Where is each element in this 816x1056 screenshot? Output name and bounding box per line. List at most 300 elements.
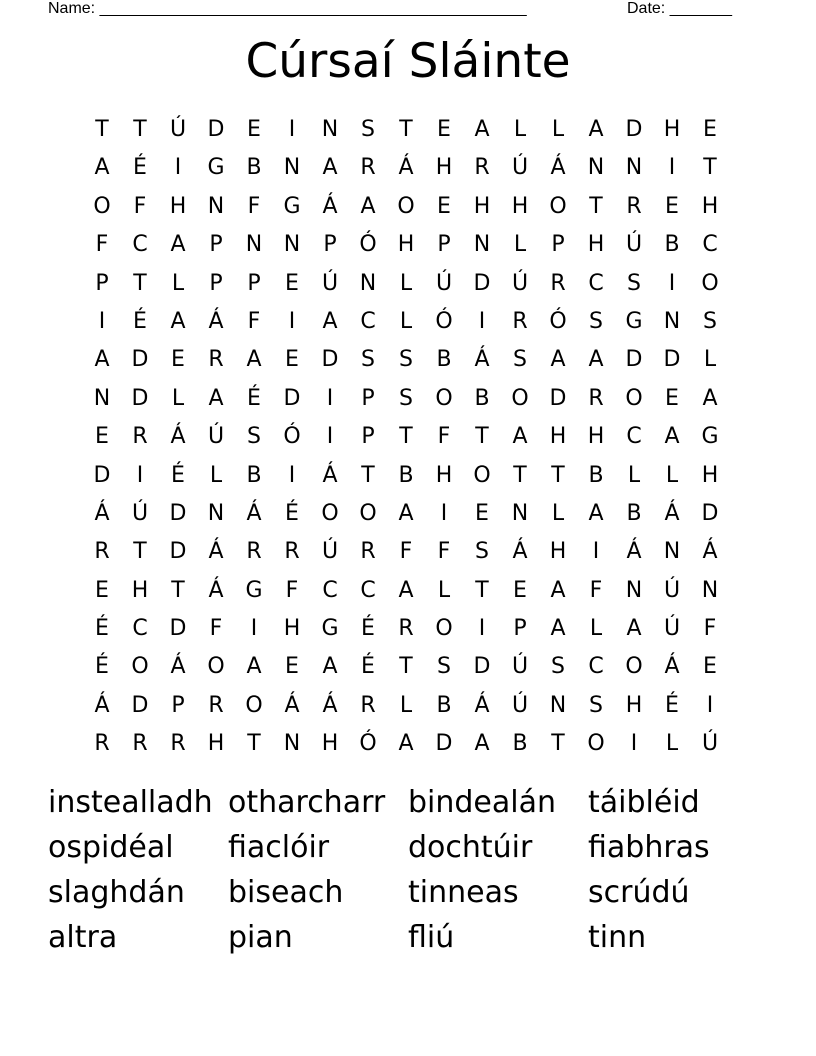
grid-letter: A [208, 385, 224, 411]
grid-letter: Á [170, 424, 186, 450]
grid-letter: I [668, 270, 676, 296]
grid-letter: S [589, 692, 603, 718]
grid-letter: E [285, 347, 299, 373]
grid-row [83, 149, 729, 187]
grid-letter: O [701, 270, 719, 296]
grid-letter: L [437, 577, 451, 603]
grid-letter: A [626, 616, 642, 642]
grid-letter: P [551, 232, 565, 258]
grid-letter: O [511, 385, 529, 411]
grid-letter: A [550, 577, 566, 603]
grid-letter: Á [550, 155, 566, 181]
grid-letter: Á [94, 692, 110, 718]
grid-letter: L [703, 347, 717, 373]
grid-letter: D [169, 616, 187, 642]
grid-letter: H [511, 193, 529, 219]
grid-letter: O [435, 385, 453, 411]
grid-letter: N [473, 232, 491, 258]
grid-letter: N [549, 692, 567, 718]
grid-letter: O [473, 462, 491, 488]
grid-letter: F [437, 539, 451, 565]
grid-letter: C [360, 577, 376, 603]
grid-letter: Ó [283, 424, 301, 450]
grid-letter: B [398, 462, 414, 488]
grid-letter: B [474, 385, 490, 411]
grid-letter: D [131, 385, 149, 411]
grid-letter: Á [322, 193, 338, 219]
grid-letter: N [283, 731, 301, 757]
grid-letter: F [437, 424, 451, 450]
grid-row [83, 572, 729, 610]
grid-letter: Á [322, 462, 338, 488]
grid-letter: A [664, 424, 680, 450]
word-bank-item: tinneas [408, 875, 519, 910]
grid-letter: I [174, 155, 182, 181]
grid-letter: B [436, 692, 452, 718]
grid-letter: A [474, 731, 490, 757]
page-title: Cúrsaí Sláinte [245, 34, 571, 89]
grid-letter: E [703, 117, 717, 142]
grid-letter: R [170, 731, 186, 757]
grid-letter: E [171, 347, 185, 373]
grid-letter: N [587, 155, 605, 181]
grid-letter: O [549, 193, 567, 219]
grid-letter: É [361, 616, 375, 642]
grid-letter: T [133, 270, 147, 296]
grid-letter: T [171, 577, 185, 603]
grid-letter: T [475, 577, 489, 603]
grid-letter: R [360, 155, 376, 181]
grid-letter: N [625, 577, 643, 603]
word-bank-item: slaghdán [48, 875, 185, 910]
grid-letter: É [285, 500, 299, 526]
grid-letter: F [95, 232, 109, 258]
grid-letter: P [209, 270, 223, 296]
grid-letter: Á [626, 539, 642, 565]
grid-row [83, 418, 729, 456]
grid-letter: P [247, 270, 261, 296]
grid-letter: Á [208, 308, 224, 334]
grid-letter: É [665, 692, 679, 718]
grid-letter: A [94, 155, 110, 181]
grid-letter: É [361, 654, 375, 680]
grid-letter: E [247, 117, 261, 142]
grid-letter: D [283, 385, 301, 411]
grid-letter: D [169, 539, 187, 565]
grid-letter: R [132, 731, 148, 757]
grid-letter: L [627, 462, 641, 488]
grid-letter: L [551, 500, 565, 526]
grid-letter: L [209, 462, 223, 488]
letter-grid [83, 111, 729, 764]
grid-letter: E [437, 193, 451, 219]
grid-letter: A [398, 577, 414, 603]
grid-letter: C [322, 577, 338, 603]
grid-letter: Á [474, 692, 490, 718]
grid-letter: G [625, 308, 643, 334]
grid-letter: P [95, 270, 109, 296]
grid-letter: I [478, 616, 486, 642]
grid-letter: L [513, 117, 527, 142]
grid-letter: T [361, 462, 375, 488]
grid-letter: N [511, 500, 529, 526]
grid-letter: Á [284, 692, 300, 718]
grid-letter: F [209, 616, 223, 642]
grid-letter: I [668, 155, 676, 181]
grid-letter: H [701, 193, 719, 219]
grid-letter: L [513, 232, 527, 258]
grid-letter: P [209, 232, 223, 258]
grid-letter: N [701, 577, 719, 603]
grid-letter: H [587, 424, 605, 450]
grid-letter: Ú [663, 616, 681, 642]
grid-letter: S [475, 539, 489, 565]
grid-letter: Ú [625, 232, 643, 258]
grid-letter: E [513, 577, 527, 603]
word-bank-item: ospidéal [48, 830, 174, 865]
grid-letter: É [95, 616, 109, 642]
grid-letter: R [208, 347, 224, 373]
grid-letter: O [587, 731, 605, 757]
grid-letter: Ó [359, 232, 377, 258]
grid-letter: D [701, 500, 719, 526]
grid-letter: A [702, 385, 718, 411]
grid-letter: Ú [663, 577, 681, 603]
grid-letter: P [513, 616, 527, 642]
name-field-label: Name: ________________________________________________ [48, 0, 527, 17]
grid-letter: N [93, 385, 111, 411]
grid-letter: Á [664, 500, 680, 526]
grid-row [83, 533, 729, 571]
grid-letter: G [245, 577, 263, 603]
grid-letter: R [474, 155, 490, 181]
grid-letter: O [207, 654, 225, 680]
grid-letter: Á [208, 539, 224, 565]
grid-letter: I [136, 462, 144, 488]
grid-letter: É [133, 155, 147, 181]
word-bank-item: scrúdú [588, 875, 690, 910]
grid-letter: Ú [321, 539, 339, 565]
worksheet-header [48, 0, 748, 20]
grid-letter: S [361, 347, 375, 373]
grid-letter: C [702, 232, 718, 258]
grid-letter: Á [94, 500, 110, 526]
grid-letter: R [284, 539, 300, 565]
grid-letter: Ú [131, 500, 149, 526]
grid-letter: Á [208, 577, 224, 603]
grid-letter: F [247, 308, 261, 334]
grid-row [83, 495, 729, 533]
grid-letter: S [589, 308, 603, 334]
grid-letter: A [170, 232, 186, 258]
grid-letter: I [478, 308, 486, 334]
grid-letter: A [550, 616, 566, 642]
grid-letter: E [285, 270, 299, 296]
grid-letter: T [551, 462, 565, 488]
grid-letter: N [283, 155, 301, 181]
grid-letter: P [323, 232, 337, 258]
word-bank-item: fliú [408, 920, 455, 955]
grid-letter: E [95, 577, 109, 603]
grid-letter: T [399, 117, 413, 142]
grid-letter: R [94, 539, 110, 565]
grid-row [83, 111, 729, 149]
grid-letter: Ó [359, 731, 377, 757]
grid-letter: G [283, 193, 301, 219]
grid-letter: F [399, 539, 413, 565]
grid-letter: L [399, 692, 413, 718]
grid-letter: N [625, 155, 643, 181]
grid-letter: A [322, 308, 338, 334]
grid-letter: A [170, 308, 186, 334]
grid-letter: R [588, 385, 604, 411]
grid-letter: G [207, 155, 225, 181]
grid-letter: N [207, 500, 225, 526]
grid-row [83, 188, 729, 226]
grid-letter: D [131, 692, 149, 718]
grid-letter: T [513, 462, 527, 488]
grid-letter: I [326, 385, 334, 411]
grid-letter: H [207, 731, 225, 757]
grid-letter: L [665, 462, 679, 488]
grid-letter: T [133, 539, 147, 565]
grid-letter: S [627, 270, 641, 296]
grid-letter: D [435, 731, 453, 757]
date-field-label: Date: _______ [627, 0, 732, 17]
grid-letter: D [169, 500, 187, 526]
grid-row [83, 303, 729, 341]
grid-letter: N [283, 232, 301, 258]
grid-letter: I [630, 731, 638, 757]
grid-letter: C [626, 424, 642, 450]
grid-letter: H [321, 731, 339, 757]
grid-letter: É [247, 385, 261, 411]
grid-letter: Ú [169, 117, 187, 142]
grid-letter: I [98, 308, 106, 334]
grid-letter: N [663, 308, 681, 334]
word-bank-item: pian [228, 920, 293, 955]
grid-row [83, 725, 729, 763]
grid-letter: L [665, 731, 679, 757]
grid-letter: L [399, 308, 413, 334]
grid-letter: I [706, 692, 714, 718]
grid-letter: Á [398, 155, 414, 181]
grid-letter: P [171, 692, 185, 718]
grid-letter: D [321, 347, 339, 373]
grid-letter: D [207, 117, 225, 142]
grid-letter: R [550, 270, 566, 296]
grid-letter: Á [246, 500, 262, 526]
grid-letter: T [95, 117, 109, 142]
grid-letter: R [132, 424, 148, 450]
grid-letter: E [95, 424, 109, 450]
grid-letter: Ú [321, 270, 339, 296]
grid-letter: H [549, 424, 567, 450]
grid-letter: L [551, 117, 565, 142]
grid-letter: Á [664, 654, 680, 680]
grid-row [83, 648, 729, 686]
grid-letter: É [171, 462, 185, 488]
grid-letter: O [397, 193, 415, 219]
grid-letter: H [625, 692, 643, 718]
grid-letter: B [436, 347, 452, 373]
grid-letter: R [626, 193, 642, 219]
grid-letter: E [665, 385, 679, 411]
word-bank-item: tinn [588, 920, 647, 955]
grid-letter: R [512, 308, 528, 334]
grid-letter: R [360, 692, 376, 718]
grid-letter: T [589, 193, 603, 219]
grid-letter: B [588, 462, 604, 488]
grid-letter: T [703, 155, 717, 181]
word-bank [48, 780, 788, 960]
grid-letter: Á [322, 692, 338, 718]
grid-letter: A [588, 347, 604, 373]
grid-letter: L [399, 270, 413, 296]
grid-letter: C [588, 270, 604, 296]
grid-letter: H [283, 616, 301, 642]
grid-letter: C [132, 616, 148, 642]
grid-row [83, 687, 729, 725]
grid-letter: Á [474, 347, 490, 373]
grid-letter: I [288, 308, 296, 334]
grid-letter: O [245, 692, 263, 718]
grid-letter: I [250, 616, 258, 642]
grid-letter: B [246, 462, 262, 488]
grid-letter: F [703, 616, 717, 642]
grid-letter: B [664, 232, 680, 258]
grid-letter: F [589, 577, 603, 603]
grid-letter: T [551, 731, 565, 757]
grid-letter: S [247, 424, 261, 450]
grid-row [83, 226, 729, 264]
grid-letter: D [473, 654, 491, 680]
grid-letter: H [663, 117, 681, 142]
grid-letter: A [588, 117, 604, 142]
word-bank-item: bindealán [408, 785, 557, 820]
grid-letter: É [95, 654, 109, 680]
grid-letter: E [665, 193, 679, 219]
grid-letter: Ú [511, 654, 529, 680]
grid-letter: I [440, 500, 448, 526]
grid-letter: Á [512, 539, 528, 565]
grid-letter: S [551, 654, 565, 680]
grid-letter: N [359, 270, 377, 296]
grid-letter: P [437, 232, 451, 258]
grid-letter: Ó [435, 308, 453, 334]
grid-letter: F [285, 577, 299, 603]
grid-letter: T [133, 117, 147, 142]
grid-letter: D [131, 347, 149, 373]
grid-letter: Á [702, 539, 718, 565]
grid-letter: A [246, 654, 262, 680]
grid-letter: S [513, 347, 527, 373]
grid-letter: R [208, 692, 224, 718]
grid-letter: T [247, 731, 261, 757]
grid-letter: E [285, 654, 299, 680]
grid-letter: Ú [511, 155, 529, 181]
grid-letter: A [550, 347, 566, 373]
word-bank-item: dochtúir [408, 830, 533, 865]
word-bank-item: fiabhras [588, 830, 710, 865]
grid-letter: R [398, 616, 414, 642]
grid-letter: H [473, 193, 491, 219]
grid-letter: Ú [701, 731, 719, 757]
grid-letter: H [131, 577, 149, 603]
grid-letter: A [322, 155, 338, 181]
grid-letter: N [663, 539, 681, 565]
grid-letter: H [587, 232, 605, 258]
grid-letter: I [288, 117, 296, 142]
grid-letter: H [435, 155, 453, 181]
grid-letter: T [475, 424, 489, 450]
grid-letter: D [625, 117, 643, 142]
grid-row [83, 265, 729, 303]
grid-letter: Ó [549, 308, 567, 334]
grid-letter: A [360, 193, 376, 219]
grid-row [83, 341, 729, 379]
grid-letter: R [360, 539, 376, 565]
grid-letter: O [435, 616, 453, 642]
grid-letter: I [592, 539, 600, 565]
grid-letter: E [475, 500, 489, 526]
grid-letter: O [321, 500, 339, 526]
grid-letter: N [321, 117, 339, 142]
grid-row [83, 610, 729, 648]
grid-letter: O [359, 500, 377, 526]
word-bank-item: otharcharr [228, 785, 386, 820]
grid-letter: S [437, 654, 451, 680]
grid-letter: I [288, 462, 296, 488]
grid-letter: R [94, 731, 110, 757]
word-bank-item: táibléid [588, 785, 700, 820]
grid-letter: A [322, 654, 338, 680]
grid-letter: S [399, 385, 413, 411]
grid-letter: T [399, 424, 413, 450]
grid-letter: H [549, 539, 567, 565]
grid-letter: A [512, 424, 528, 450]
grid-letter: A [94, 347, 110, 373]
grid-letter: Á [170, 654, 186, 680]
grid-letter: L [171, 270, 185, 296]
grid-letter: S [361, 117, 375, 142]
grid-letter: F [247, 193, 261, 219]
word-bank-item: altra [48, 920, 118, 955]
grid-letter: O [625, 385, 643, 411]
grid-row [83, 457, 729, 495]
grid-letter: H [701, 462, 719, 488]
grid-letter: D [549, 385, 567, 411]
grid-letter: B [626, 500, 642, 526]
grid-letter: Ú [207, 424, 225, 450]
grid-letter: A [398, 500, 414, 526]
grid-letter: C [588, 654, 604, 680]
grid-letter: H [435, 462, 453, 488]
grid-letter: O [93, 193, 111, 219]
grid-letter: L [589, 616, 603, 642]
grid-letter: Ú [511, 692, 529, 718]
grid-letter: B [246, 155, 262, 181]
grid-letter: N [207, 193, 225, 219]
grid-letter: P [361, 424, 375, 450]
grid-letter: P [361, 385, 375, 411]
word-bank-item: biseach [228, 875, 344, 910]
grid-letter: C [360, 308, 376, 334]
grid-letter: H [169, 193, 187, 219]
grid-letter: C [132, 232, 148, 258]
grid-letter: D [663, 347, 681, 373]
grid-row [83, 380, 729, 418]
